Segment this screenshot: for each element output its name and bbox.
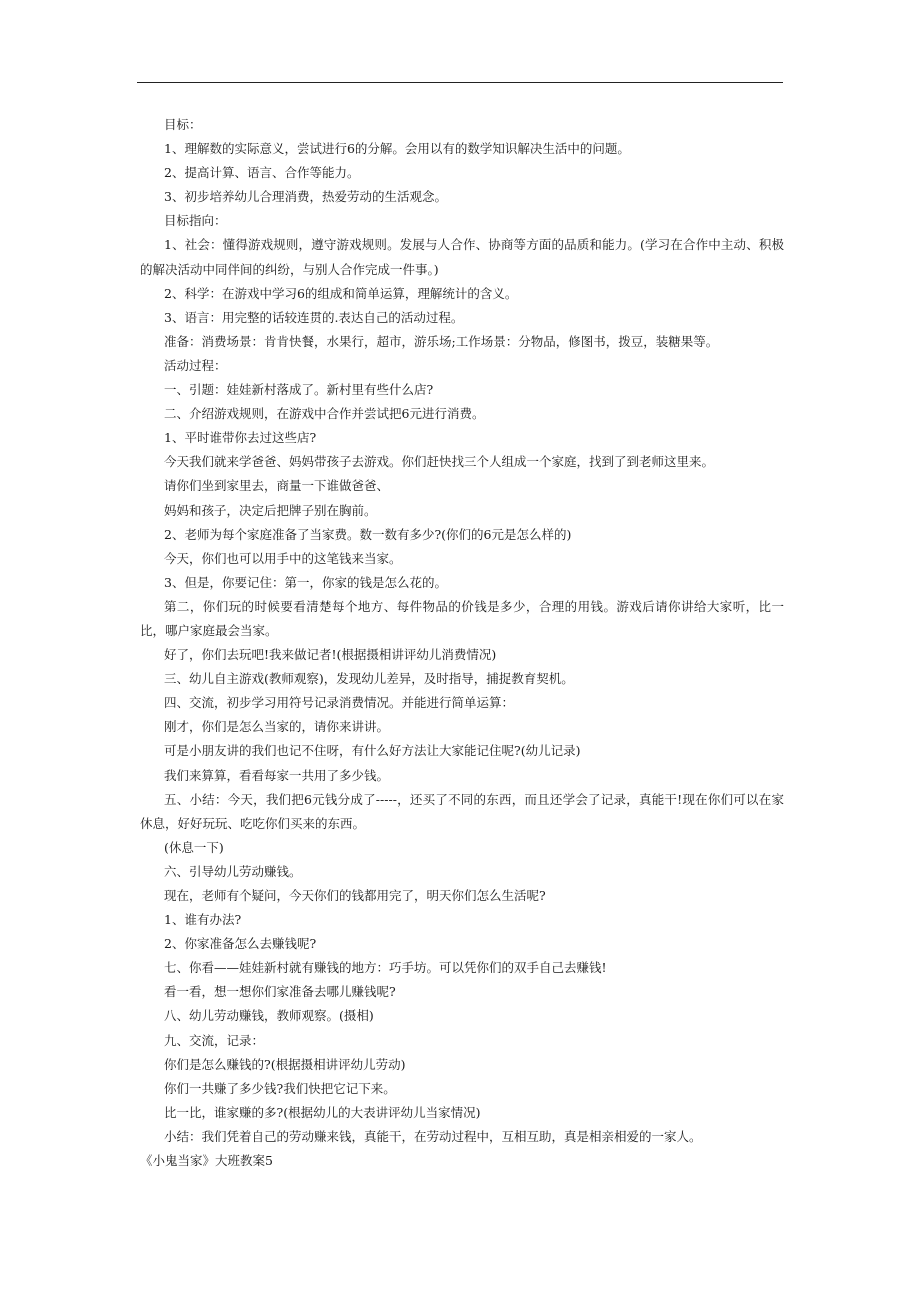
paragraph: 现在，老师有个疑问，今天你们的钱都用完了，明天你们怎么生活呢? xyxy=(164,888,546,903)
paragraph: 目标指向： xyxy=(164,213,227,229)
document-body xyxy=(140,113,784,1173)
paragraph: 今天我们就来学爸爸、妈妈带孩子去游戏。你们赶快找三个人组成一个家庭，找到了到老师这里来。 xyxy=(164,454,715,470)
paragraph: 三、幼儿自主游戏(教师观察)，发现幼儿差异，及时指导，捕捉教育契机。 xyxy=(164,671,574,687)
next-title: 《小鬼当家》大班教案5 xyxy=(140,1153,273,1169)
paragraph: 小结：我们凭着自己的劳动赚来钱，真能干，在劳动过程中，互相互助，真是相亲相爱的一家人。 xyxy=(164,1128,702,1144)
paragraph: 你们是怎么赚钱的?(根据摄相讲评幼儿劳动) xyxy=(164,1056,406,1072)
paragraph: 3、初步培养幼儿合理消费，热爱劳动的生活观念。 xyxy=(164,189,447,205)
paragraph: 1、理解数的实际意义，尝试进行6的分解。会用以有的数学知识解决生活中的问题。 xyxy=(164,141,630,157)
paragraph: 四、交流，初步学习用符号记录消费情况。并能进行简单运算： xyxy=(164,695,515,711)
paragraph: 2、你家准备怎么去赚钱呢? xyxy=(164,936,317,952)
paragraph: 七、你看——娃娃新村就有赚钱的地方：巧手坊。可以凭你们的双手自己去赚钱! xyxy=(164,960,607,976)
paragraph: 目标： xyxy=(164,117,202,132)
paragraph: 请你们坐到家里去，商量一下谁做爸爸、 xyxy=(164,478,390,494)
paragraph: 好了，你们去玩吧!我来做记者!(根据摄相讲评幼儿消费情况) xyxy=(164,647,497,663)
paragraph: (休息一下) xyxy=(164,839,224,855)
paragraph: 八、幼儿劳动赚钱，教师观察。(摄相) xyxy=(164,1008,374,1024)
paragraph: 2、老师为每个家庭准备了当家费。数一数有多少?(你们的6元是怎么样的) xyxy=(164,526,572,542)
header-rule xyxy=(137,82,783,83)
paragraph: 刚才，你们是怎么当家的，请你来讲讲。 xyxy=(164,719,390,735)
paragraph: 可是小朋友讲的我们也记不住呀，有什么好方法让大家能记住呢?(幼儿记录) xyxy=(164,743,581,759)
paragraph: 1、平时谁带你去过这些店? xyxy=(164,430,317,446)
paragraph: 九、交流，记录： xyxy=(164,1032,265,1048)
paragraph: 你们一共赚了多少钱?我们快把它记下来。 xyxy=(164,1080,396,1096)
paragraph: 五、小结：今天，我们把6元钱分成了-----，还买了不同的东西，而且还学会了记录，真能干!现在你们可以在家休息，好好玩玩、吃吃你们买来的东西。 xyxy=(140,791,784,831)
paragraph: 第二，你们玩的时候要看清楚每个地方、每件物品的价钱是多少，合理的用钱。游戏后请你讲给大家听，比一比，哪户家庭最会当家。 xyxy=(140,598,784,638)
paragraph: 活动过程： xyxy=(164,357,227,373)
paragraph: 2、科学：在游戏中学习6的组成和简单运算，理解统计的含义。 xyxy=(164,285,518,301)
paragraph: 六、引导幼儿劳动赚钱。 xyxy=(164,863,302,879)
paragraph: 一、引题：娃娃新村落成了。新村里有些什么店? xyxy=(164,382,434,398)
paragraph: 妈妈和孩子，决定后把牌子别在胸前。 xyxy=(164,502,377,518)
paragraph: 比一比，谁家赚的多?(根据幼儿的大表讲评幼儿当家情况) xyxy=(164,1104,481,1120)
paragraph: 准备：消费场景：肯肯快餐，水果行，超市，游乐场;工作场景：分物品，修图书，拨豆，装糖果等。 xyxy=(164,333,719,349)
paragraph: 2、提高计算、语言、合作等能力。 xyxy=(164,165,360,181)
paragraph: 3、但是，你要记住：第一，你家的钱是怎么花的。 xyxy=(164,574,447,590)
paragraph: 1、社会：懂得游戏规则，遵守游戏规则。发展与人合作、协商等方面的品质和能力。(学习在合作中主动、积极的解决活动中同伴间的纠纷，与别人合作完成一件事。) xyxy=(140,237,784,277)
paragraph: 我们来算算，看看每家一共用了多少钱。 xyxy=(164,767,390,783)
paragraph: 看一看，想一想你们家准备去哪儿赚钱呢? xyxy=(164,984,396,1000)
paragraph: 今天，你们也可以用手中的这笔钱来当家。 xyxy=(164,550,402,566)
paragraph: 3、语言：用完整的话较连贯的.表达自己的活动过程。 xyxy=(164,309,464,325)
paragraph: 1、谁有办法? xyxy=(164,912,242,928)
paragraph: 二、介绍游戏规则，在游戏中合作并尝试把6元进行消费。 xyxy=(164,406,485,422)
